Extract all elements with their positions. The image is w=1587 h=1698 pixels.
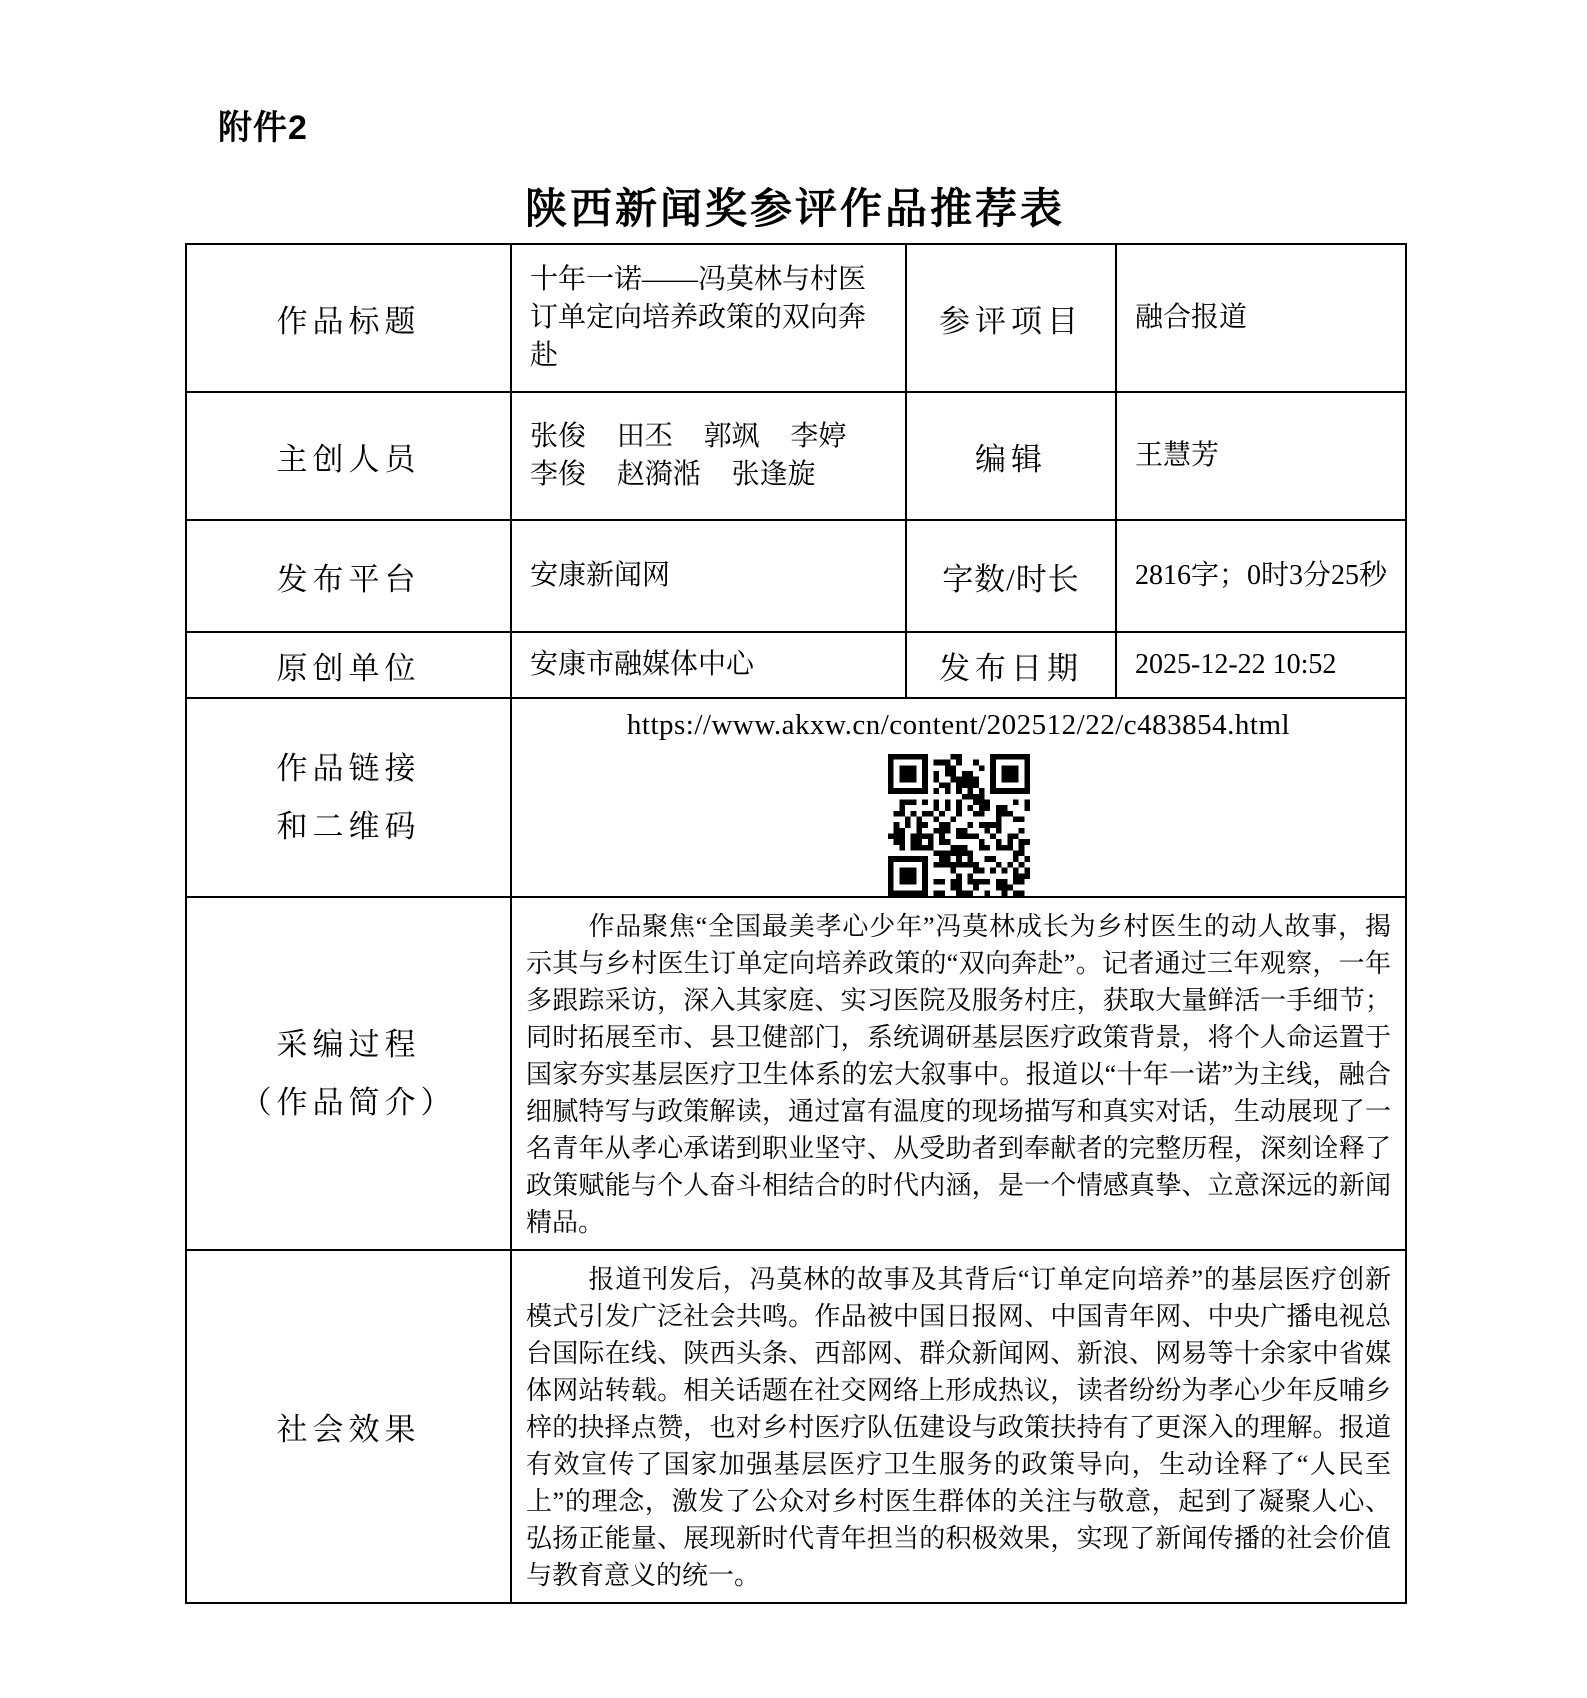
publish-date-value: 2025-12-22 10:52 <box>1116 632 1406 698</box>
editor-value: 王慧芳 <box>1116 392 1406 520</box>
entry-category-label: 参评项目 <box>906 244 1116 392</box>
process-label-line-1: 采编过程 <box>276 1027 421 1063</box>
creators-value <box>511 392 906 520</box>
table-row <box>186 392 1406 520</box>
publish-date-label: 发布日期 <box>906 632 1116 698</box>
table-row <box>186 244 1406 392</box>
platform-label: 发布平台 <box>186 520 511 632</box>
duration-value: 2816字；0时3分25秒 <box>1116 520 1406 632</box>
process-label <box>186 897 511 1250</box>
entry-category-value: 融合报道 <box>1116 244 1406 392</box>
duration-label: 字数/时长 <box>906 520 1116 632</box>
social-effect-text: 报道刊发后，冯莫林的故事及其背后“订单定向培养”的基层医疗创新模式引发广泛社会共鸣。作品被中国日报网、中国青年网、中央广播电视总台国际在线、陕西头条、西部网、群众新闻网、新浪、网易等十余家中省媒体网站转载。相关话题在社交网络上形成热议，读者纷纷为孝心少年反哺乡梓的抉择点赞，也对乡村医疗队伍建设与政策扶持有了更深入的理解。报道有效宣传了国家加强基层医疗卫生服务的政策导向，生动诠释了“人民至上”的理念，激发了公众对乡村医生群体的关注与敬意，起到了凝聚人心、弘扬正能量、展现新时代青年担当的积极效果，实现了新闻传播的社会价值与教育意义的统一。 <box>526 1265 1391 1590</box>
original-unit-label: 原创单位 <box>186 632 511 698</box>
work-url: https://www.akxw.cn/content/202512/22/c483854.html <box>626 709 1291 741</box>
creators-label: 主创人员 <box>186 392 511 520</box>
social-effect-cell <box>511 1250 1406 1603</box>
page-title: 陕西新闻奖参评作品推荐表 <box>524 187 1065 233</box>
original-unit-value: 安康市融媒体中心 <box>511 632 906 698</box>
table-row <box>186 1250 1406 1603</box>
qr-code <box>888 754 1030 896</box>
creators-line-1: 张俊 田丕 郭飒 李婷 <box>530 421 847 452</box>
editor-label: 编辑 <box>906 392 1116 520</box>
process-text: 作品聚焦“全国最美孝心少年”冯莫林成长为乡村医生的动人故事，揭示其与乡村医生订单定向培养政策的“双向奔赴”。记者通过三年观察，一年多跟踪采访，深入其家庭、实习医院及服务村庄，获取大量鲜活一手细节；同时拓展至市、县卫健部门，系统调研基层医疗政策背景，将个人命运置于国家夯实基层医疗卫生体系的宏大叙事中。报道以“十年一诺”为主线，融合细腻特写与政策解读，通过富有温度的现场描写和真实对话，生动展现了一名青年从孝心承诺到职业坚守、从受助者到奉献者的完整历程，深刻诠释了政策赋能与个人奋斗相结合的时代内涵，是一个情感真挚、立意深远的新闻精品。 <box>526 912 1391 1237</box>
recommendation-table <box>185 243 1407 1604</box>
attachment-label: 附件2 <box>218 109 308 147</box>
table-row <box>186 897 1406 1250</box>
process-cell <box>511 897 1406 1250</box>
social-effect-label: 社会效果 <box>186 1250 511 1603</box>
process-label-line-2: （作品简介） <box>240 1084 457 1120</box>
platform-value: 安康新闻网 <box>511 520 906 632</box>
table-row <box>186 520 1406 632</box>
link-qr-label-line-2: 和二维码 <box>276 808 421 844</box>
table-row <box>186 632 1406 698</box>
link-qr-label <box>186 698 511 897</box>
work-title-label: 作品标题 <box>186 244 511 392</box>
table-row <box>186 698 1406 897</box>
work-title-value: 十年一诺——冯莫林与村医订单定向培养政策的双向奔赴 <box>511 244 906 392</box>
link-qr-label-line-1: 作品链接 <box>276 751 421 787</box>
link-qr-cell <box>511 698 1406 897</box>
creators-line-2: 李俊 赵漪湉 张逢旋 <box>530 459 816 490</box>
